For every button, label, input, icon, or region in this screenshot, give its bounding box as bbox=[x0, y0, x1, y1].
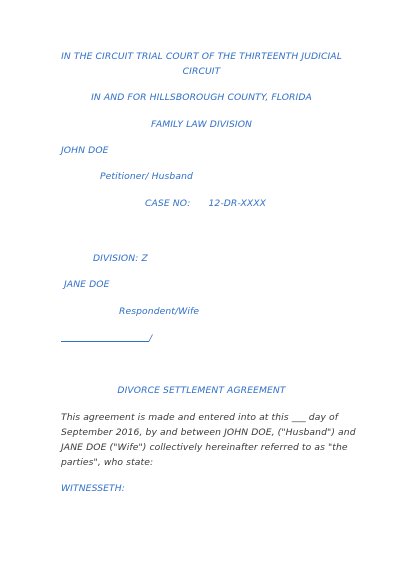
signature-blank-line bbox=[61, 333, 149, 342]
agreement-title: DIVORCE SETTLEMENT AGREEMENT bbox=[117, 385, 286, 396]
agreement-body-line4: parties", who state: bbox=[61, 457, 154, 468]
witnesseth-heading: WITNESSETH: bbox=[61, 483, 125, 494]
court-header-line2: CIRCUIT bbox=[182, 66, 221, 77]
case-no-label: CASE NO: bbox=[145, 198, 191, 209]
court-header-line1: IN THE CIRCUIT TRIAL COURT OF THE THIRTEENTH JUDICIAL bbox=[61, 51, 342, 62]
case-number-line bbox=[145, 198, 266, 209]
agreement-body-line3: JANE DOE ("Wife") collectively hereinafter referred to as "the bbox=[61, 442, 348, 453]
petitioner-name: JOHN DOE bbox=[61, 145, 109, 156]
respondent-role: Respondent/Wife bbox=[119, 306, 200, 317]
agreement-body-line2: September 2016, by and between JOHN DOE, ("Husband") and bbox=[61, 427, 356, 438]
case-no-value: 12-DR-XXXX bbox=[208, 198, 267, 209]
division-label: DIVISION: Z bbox=[93, 253, 148, 264]
agreement-body-line1: This agreement is made and entered into at this ___ day of bbox=[61, 412, 339, 423]
signature-slash: / bbox=[149, 333, 153, 344]
petitioner-role: Petitioner/ Husband bbox=[100, 171, 193, 182]
division-heading: FAMILY LAW DIVISION bbox=[150, 119, 252, 130]
county-heading: IN AND FOR HILLSBOROUGH COUNTY, FLORIDA bbox=[91, 92, 312, 103]
respondent-name: JANE DOE bbox=[64, 279, 110, 290]
